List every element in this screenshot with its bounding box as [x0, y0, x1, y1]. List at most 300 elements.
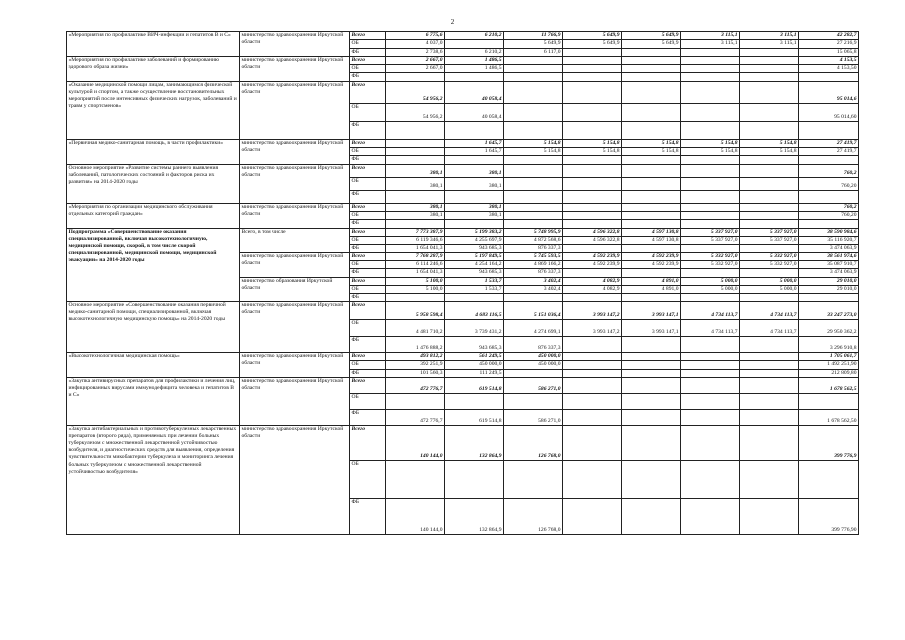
amount-cell [681, 498, 740, 534]
table-row [67, 203, 859, 211]
funding-source-label: ОБ [350, 261, 386, 269]
amount-cell [740, 48, 799, 56]
amount-cell [622, 177, 681, 190]
amount-cell: 5 745 593,5 [504, 253, 563, 261]
funding-source-label: ФБ [350, 73, 386, 81]
amount-cell [386, 460, 445, 498]
executor-name: министерство здравоохранения Иркутской области [240, 377, 350, 425]
amount-cell [681, 56, 740, 64]
amount-cell [563, 177, 622, 190]
amount-cell: 561 249,5 [445, 352, 504, 360]
amount-cell [799, 73, 859, 81]
amount-cell: 493 812,2 [386, 352, 445, 360]
amount-cell: 5 649,9 [622, 32, 681, 40]
amount-cell [563, 65, 622, 73]
amount-cell [563, 48, 622, 56]
amount-cell [504, 65, 563, 73]
executor-name: министерство образования Иркутской области [240, 277, 350, 301]
amount-cell: 5 337 927,0 [681, 228, 740, 236]
amount-cell: 42 282,7 [799, 32, 859, 40]
amount-cell: 4 872 568,6 [504, 236, 563, 244]
funding-source-label: ФБ [350, 48, 386, 56]
amount-cell [740, 293, 799, 301]
amount-cell: 876 337,3 [504, 244, 563, 252]
amount-cell: 450 000,0 [504, 361, 563, 369]
amount-cell [681, 190, 740, 203]
amount-cell [563, 352, 622, 360]
amount-cell [563, 203, 622, 211]
executor-name: министерство здравоохранения Иркутской области [240, 56, 350, 81]
amount-cell [799, 156, 859, 164]
amount-cell: 5 199 383,2 [445, 228, 504, 236]
amount-cell [504, 56, 563, 64]
amount-cell: 5 000,0 [740, 277, 799, 285]
amount-cell: 5 154,8 [622, 148, 681, 156]
amount-cell [504, 81, 563, 103]
funding-source-label: ФБ [350, 156, 386, 164]
amount-cell: 3 474 063,9 [799, 269, 859, 277]
executor-name: министерство здравоохранения Иркутской области [240, 425, 350, 534]
amount-cell: 5 748 995,9 [504, 228, 563, 236]
amount-cell [622, 211, 681, 219]
amount-cell [622, 460, 681, 498]
amount-cell: 27 419,7 [799, 148, 859, 156]
amount-cell: 5 154,8 [681, 139, 740, 147]
amount-cell: 380,1 [445, 177, 504, 190]
amount-cell: 380,1 [445, 203, 504, 211]
amount-cell: 380,1 [445, 164, 504, 177]
amount-cell [740, 361, 799, 369]
funding-source-label: Всего [350, 253, 386, 261]
amount-cell: 5 100,0 [386, 277, 445, 285]
amount-cell [504, 220, 563, 228]
funding-source-label: Всего [350, 301, 386, 319]
amount-cell: 6 114 246,6 [386, 261, 445, 269]
amount-cell [740, 190, 799, 203]
amount-cell [740, 409, 799, 425]
funding-source-label: ОБ [350, 211, 386, 219]
amount-cell [622, 361, 681, 369]
amount-cell: 29 010,0 [799, 285, 859, 293]
executor-name: министерство здравоохранения Иркутской области [240, 139, 350, 164]
amount-cell [681, 361, 740, 369]
amount-cell: 4 734 113,7 [681, 319, 740, 336]
amount-cell: 95 014,6 [799, 81, 859, 103]
amount-cell [445, 121, 504, 139]
amount-cell [563, 164, 622, 177]
amount-cell [681, 377, 740, 393]
amount-cell: 760,2 [799, 164, 859, 177]
amount-cell: 95 014,60 [799, 103, 859, 121]
amount-cell: 4 592 239,9 [563, 253, 622, 261]
amount-cell [504, 177, 563, 190]
subprogram-name: Подпрограмма «Совершенствование оказания специализированной, включая высокотехнологичную, медицинской помощи, скорой, в том числе скорой специализированной, медицинской помощи, медицинской эвакуации» на 2014-2020 годы [67, 228, 240, 301]
amount-cell: 33 247 273,0 [799, 301, 859, 319]
amount-cell [504, 393, 563, 409]
amount-cell [681, 352, 740, 360]
amount-cell [740, 220, 799, 228]
funding-source-label: Всего [350, 56, 386, 64]
amount-cell: 15 065,8 [799, 48, 859, 56]
amount-cell [622, 336, 681, 352]
amount-cell: 4 592 239,9 [622, 253, 681, 261]
amount-cell: 11 766,9 [504, 32, 563, 40]
amount-cell [445, 190, 504, 203]
amount-cell [386, 139, 445, 147]
amount-cell: 1 486,5 [445, 56, 504, 64]
amount-cell: 4 274 699,1 [504, 319, 563, 336]
amount-cell: 760,20 [799, 211, 859, 219]
amount-cell: 5 649,9 [622, 40, 681, 48]
executor-name: Всего, в том числе [240, 228, 350, 252]
amount-cell [681, 409, 740, 425]
amount-cell: 1 678 562,5 [799, 377, 859, 393]
funding-source-label: Всего [350, 139, 386, 147]
amount-cell [740, 369, 799, 377]
amount-cell: 5 197 849,5 [445, 253, 504, 261]
amount-cell: 399 776,9 [799, 425, 859, 460]
table-row [67, 139, 859, 147]
amount-cell [681, 103, 740, 121]
amount-cell: 5 337 927,0 [681, 236, 740, 244]
amount-cell [622, 190, 681, 203]
amount-cell: 3 474 063,9 [799, 244, 859, 252]
amount-cell [563, 220, 622, 228]
amount-cell: 6 775,6 [386, 32, 445, 40]
amount-cell [681, 293, 740, 301]
table-row [67, 56, 859, 64]
amount-cell: 1 654 041,3 [386, 269, 445, 277]
amount-cell [740, 203, 799, 211]
amount-cell: 450 000,0 [445, 361, 504, 369]
amount-cell [799, 121, 859, 139]
measure-name: «Оказание медицинской помощи лицам, занимающимся физической культурой и спортом, а также осуществление восстановительных мероприятий после интенсивных физических нагрузок, заболеваний и травм у спортсменов» [67, 81, 240, 139]
amount-cell: 943 685,3 [445, 244, 504, 252]
table-row [67, 352, 859, 360]
amount-cell [563, 393, 622, 409]
amount-cell: 111 249,5 [445, 369, 504, 377]
amount-cell: 1 705 061,7 [799, 352, 859, 360]
funding-source-label: ОБ [350, 460, 386, 498]
amount-cell [386, 73, 445, 81]
funding-source-label: ОБ [350, 65, 386, 73]
amount-cell [622, 121, 681, 139]
amount-cell: 4 082,9 [563, 277, 622, 285]
amount-cell [563, 361, 622, 369]
amount-cell [504, 103, 563, 121]
measure-name: «Мероприятия по организации медицинского обслуживания отдельных категорий граждан» [67, 203, 240, 228]
amount-cell: 4 597 130,8 [622, 228, 681, 236]
amount-cell [622, 352, 681, 360]
amount-cell [622, 377, 681, 393]
amount-cell [622, 156, 681, 164]
amount-cell: 3 115,1 [740, 32, 799, 40]
funding-source-label: ФБ [350, 244, 386, 252]
amount-cell: 4 592 239,9 [563, 261, 622, 269]
amount-cell: 3 115,1 [681, 32, 740, 40]
amount-cell: 4 037,0 [386, 40, 445, 48]
amount-cell: 6 210,2 [445, 48, 504, 56]
amount-cell: 876 337,3 [504, 269, 563, 277]
amount-cell [622, 498, 681, 534]
executor-name: министерство здравоохранения Иркутской области [240, 164, 350, 203]
amount-cell [740, 352, 799, 360]
amount-cell [504, 203, 563, 211]
amount-cell [622, 56, 681, 64]
amount-cell [622, 73, 681, 81]
amount-cell [386, 293, 445, 301]
amount-cell: 876 337,3 [504, 336, 563, 352]
amount-cell: 760,20 [799, 177, 859, 190]
amount-cell: 3 296 910,8 [799, 336, 859, 352]
amount-cell [681, 211, 740, 219]
amount-cell: 5 151 036,4 [504, 301, 563, 319]
amount-cell [740, 336, 799, 352]
amount-cell: 1 486,5 [445, 65, 504, 73]
amount-cell [740, 377, 799, 393]
executor-name: министерство здравоохранения Иркутской области [240, 203, 350, 228]
amount-cell [740, 81, 799, 103]
amount-cell: 4 082,9 [563, 285, 622, 293]
amount-cell [681, 65, 740, 73]
amount-cell [563, 269, 622, 277]
funding-source-label: ОБ [350, 393, 386, 409]
amount-cell: 4 481 710,2 [386, 319, 445, 336]
amount-cell: 586 271,0 [504, 409, 563, 425]
amount-cell: 27 216,9 [799, 40, 859, 48]
amount-cell [681, 425, 740, 460]
amount-cell: 40 058,4 [445, 103, 504, 121]
amount-cell: 619 514,8 [445, 409, 504, 425]
funding-source-label: Всего [350, 164, 386, 177]
amount-cell [563, 73, 622, 81]
amount-cell [563, 425, 622, 460]
amount-cell: 3 739 431,2 [445, 319, 504, 336]
amount-cell [681, 203, 740, 211]
table-row [67, 377, 859, 393]
amount-cell [681, 73, 740, 81]
amount-cell: 5 154,8 [622, 139, 681, 147]
amount-cell: 3 115,1 [740, 40, 799, 48]
executor-name: министерство здравоохранения Иркутской области [240, 301, 350, 352]
funding-source-label: Всего [350, 352, 386, 360]
amount-cell: 3 993 147,2 [563, 301, 622, 319]
amount-cell [622, 244, 681, 252]
amount-cell [681, 244, 740, 252]
amount-cell: 380,1 [386, 177, 445, 190]
funding-source-label: Всего [350, 228, 386, 236]
amount-cell [681, 48, 740, 56]
amount-cell: 2 667,0 [386, 56, 445, 64]
amount-cell [622, 369, 681, 377]
amount-cell: 2 738,6 [386, 48, 445, 56]
amount-cell [445, 73, 504, 81]
table-row [67, 164, 859, 177]
amount-cell [445, 156, 504, 164]
amount-cell: 6 117,0 [504, 48, 563, 56]
amount-cell [740, 425, 799, 460]
amount-cell: 27 419,7 [799, 139, 859, 147]
amount-cell [622, 81, 681, 103]
amount-cell: 35 087 910,7 [799, 261, 859, 269]
funding-source-label: ОБ [350, 319, 386, 336]
amount-cell: 4 592 239,9 [622, 261, 681, 269]
funding-source-label: ФБ [350, 409, 386, 425]
amount-cell [563, 369, 622, 377]
amount-cell: 5 000,0 [681, 285, 740, 293]
amount-cell: 4 254 164,2 [445, 261, 504, 269]
amount-cell: 4 869 166,2 [504, 261, 563, 269]
amount-cell: 5 000,0 [740, 285, 799, 293]
amount-cell: 38 561 974,6 [799, 253, 859, 261]
amount-cell [504, 293, 563, 301]
amount-cell: 4 891,0 [622, 285, 681, 293]
amount-cell [504, 211, 563, 219]
amount-cell [563, 244, 622, 252]
amount-cell [740, 211, 799, 219]
funding-source-label: ФБ [350, 220, 386, 228]
amount-cell: 3 402,4 [504, 277, 563, 285]
amount-cell: 1 533,7 [445, 285, 504, 293]
amount-cell: 1 678 562,50 [799, 409, 859, 425]
amount-cell [563, 409, 622, 425]
amount-cell [445, 220, 504, 228]
amount-cell: 4 597 130,8 [622, 236, 681, 244]
amount-cell: 5 649,9 [563, 32, 622, 40]
amount-cell: 54 956,2 [386, 103, 445, 121]
amount-cell [681, 156, 740, 164]
amount-cell [740, 164, 799, 177]
table-row [67, 228, 859, 236]
amount-cell [740, 56, 799, 64]
amount-cell [622, 103, 681, 121]
amount-cell [504, 164, 563, 177]
amount-cell: 132 864,9 [445, 498, 504, 534]
amount-cell [445, 293, 504, 301]
amount-cell: 472 776,7 [386, 377, 445, 393]
amount-cell: 6 119 346,6 [386, 236, 445, 244]
amount-cell: 5 154,8 [563, 148, 622, 156]
amount-cell [681, 220, 740, 228]
amount-cell: 5 154,8 [740, 139, 799, 147]
amount-cell: 5 100,0 [386, 285, 445, 293]
amount-cell [563, 56, 622, 64]
amount-cell [740, 269, 799, 277]
amount-cell: 399 776,90 [799, 498, 859, 534]
amount-cell [681, 121, 740, 139]
amount-cell: 5 154,8 [681, 148, 740, 156]
amount-cell: 943 685,3 [445, 269, 504, 277]
amount-cell [504, 73, 563, 81]
amount-cell [504, 190, 563, 203]
amount-cell: 5 154,8 [504, 139, 563, 147]
amount-cell [622, 203, 681, 211]
funding-source-label: ФБ [350, 336, 386, 352]
amount-cell [799, 460, 859, 498]
amount-cell [386, 190, 445, 203]
amount-cell [681, 81, 740, 103]
amount-cell [386, 393, 445, 409]
amount-cell [622, 65, 681, 73]
amount-cell: 450 000,0 [504, 352, 563, 360]
table-row [67, 425, 859, 460]
amount-cell [504, 121, 563, 139]
amount-cell [681, 369, 740, 377]
amount-cell: 4 734 113,7 [740, 301, 799, 319]
amount-cell [740, 156, 799, 164]
measure-name: «Закупка антивирусных препаратов для профилактики и лечения лиц, инфицированных вирусами иммунодефицита человека и гепатитов В и С» [67, 377, 240, 425]
amount-cell [681, 177, 740, 190]
funding-source-label: ОБ [350, 40, 386, 48]
amount-cell: 4 734 113,7 [740, 319, 799, 336]
measure-name: «Первичная медико-санитарная помощь, в части профилактики» [67, 139, 240, 164]
funding-source-label: ОБ [350, 361, 386, 369]
executor-name: министерство здравоохранения Иркутской области [240, 253, 350, 277]
amount-cell: 132 864,9 [445, 425, 504, 460]
amount-cell: 760,2 [799, 203, 859, 211]
amount-cell: 5 332 927,0 [740, 261, 799, 269]
amount-cell: 4 596 322,8 [563, 236, 622, 244]
amount-cell: 7 768 287,9 [386, 253, 445, 261]
amount-cell: 3 115,1 [681, 40, 740, 48]
amount-cell [622, 409, 681, 425]
amount-cell: 1 492 251,90 [799, 361, 859, 369]
amount-cell: 3 993 147,2 [563, 319, 622, 336]
budget-table [66, 31, 859, 535]
funding-source-label: Всего [350, 377, 386, 393]
amount-cell [386, 156, 445, 164]
amount-cell: 3 402,4 [504, 285, 563, 293]
table-row [67, 32, 859, 40]
amount-cell: 5 332 927,0 [681, 253, 740, 261]
amount-cell [622, 220, 681, 228]
amount-cell [563, 81, 622, 103]
amount-cell: 29 950 362,2 [799, 319, 859, 336]
amount-cell: 4 255 697,9 [445, 236, 504, 244]
amount-cell [681, 393, 740, 409]
measure-name: «Мероприятия по профилактике ВИЧ-инфекции и гепатитов В и С» [67, 32, 240, 57]
amount-cell [445, 393, 504, 409]
amount-cell: 1 476 888,2 [386, 336, 445, 352]
amount-cell [622, 48, 681, 56]
amount-cell [740, 65, 799, 73]
amount-cell: 2 667,0 [386, 65, 445, 73]
amount-cell: 5 332 927,0 [681, 261, 740, 269]
amount-cell [504, 369, 563, 377]
funding-source-label: ОБ [350, 236, 386, 244]
funding-source-label: Всего [350, 277, 386, 285]
amount-cell: 380,1 [386, 211, 445, 219]
amount-cell [740, 460, 799, 498]
amount-cell: 586 271,0 [504, 377, 563, 393]
funding-source-label: ФБ [350, 293, 386, 301]
amount-cell: 35 116 920,7 [799, 236, 859, 244]
amount-cell [563, 293, 622, 301]
amount-cell: 5 337 927,0 [740, 228, 799, 236]
amount-cell [504, 460, 563, 498]
amount-cell: 54 956,2 [386, 81, 445, 103]
amount-cell: 472 776,7 [386, 409, 445, 425]
funding-source-label: Всего [350, 32, 386, 40]
table-body [67, 32, 859, 535]
amount-cell: 4 734 113,7 [681, 301, 740, 319]
amount-cell: 1 654 041,3 [386, 244, 445, 252]
amount-cell: 1 645,7 [445, 148, 504, 156]
amount-cell [799, 393, 859, 409]
executor-name: министерство здравоохранения Иркутской области [240, 32, 350, 57]
funding-source-label: ФБ [350, 121, 386, 139]
amount-cell: 380,1 [386, 164, 445, 177]
